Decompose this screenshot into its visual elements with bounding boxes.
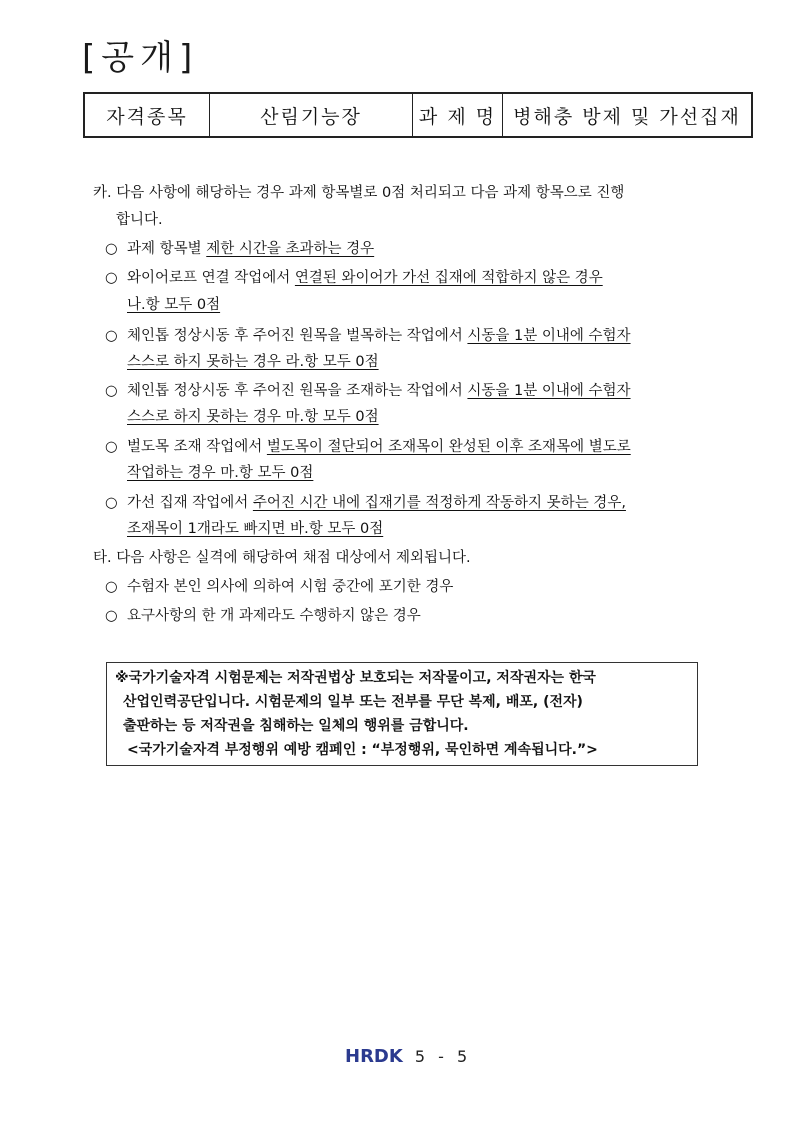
qualification-value: 산림기능장 xyxy=(210,94,413,136)
item-underlined-text: 연결된 와이어가 가선 집재에 적합하지 않은 경우 xyxy=(294,270,603,286)
qualification-label: 자격종목 xyxy=(85,94,210,136)
public-label: [공개] xyxy=(82,38,199,78)
item-text: 수험자 본인 의사에 의하여 시험 중간에 포기한 경우 xyxy=(127,579,454,595)
circle-bullet-icon: ○ xyxy=(105,383,118,399)
task-name-value: 병해충 방제 및 가선집재 xyxy=(513,105,741,128)
section-ta-heading: 타. 다음 사항은 실격에 해당하여 채점 대상에서 제외됩니다. xyxy=(93,550,471,566)
task-name-label: 과 제 명 xyxy=(413,94,503,136)
section-ka-heading: 카. 다음 사항에 해당하는 경우 과제 항목별로 0점 처리되고 다음 과제 항목으로 진행 xyxy=(93,185,625,201)
list-item xyxy=(105,239,374,259)
list-item xyxy=(105,577,453,597)
item-text: 벌도목 조재 작업에서 xyxy=(127,439,267,455)
circle-bullet-icon: ○ xyxy=(105,328,118,344)
item-text: 가선 집재 작업에서 xyxy=(127,495,253,511)
list-item xyxy=(105,381,631,401)
item-text: 요구사항의 한 개 과제라도 수행하지 않은 경우 xyxy=(127,608,421,624)
item-continuation: 작업하는 경우 마.항 모두 0점 xyxy=(127,465,314,481)
item-text: 와이어로프 연결 작업에서 xyxy=(127,270,295,286)
circle-bullet-icon: ○ xyxy=(105,270,118,286)
item-continuation: 조재목이 1개라도 빠지면 바.항 모두 0점 xyxy=(127,521,384,537)
item-text: 체인톱 정상시동 후 주어진 원목을 벌목하는 작업에서 xyxy=(127,328,468,344)
list-item xyxy=(105,437,631,457)
item-continuation: 스스로 하지 못하는 경우 라.항 모두 0점 xyxy=(127,354,379,370)
item-continuation: 나.항 모두 0점 xyxy=(127,297,221,313)
circle-bullet-icon: ○ xyxy=(105,608,118,624)
item-continuation: 스스로 하지 못하는 경우 마.항 모두 0점 xyxy=(127,409,379,425)
notice-line-2: 산업인력공단입니다. 시험문제의 일부 또는 전부를 무단 복제, 배포, (전자) xyxy=(123,694,583,710)
item-underlined-text: 제한 시간을 초과하는 경우 xyxy=(206,241,375,257)
item-underlined-text: 주어진 시간 내에 집재기를 적정하게 작동하지 못하는 경우, xyxy=(252,495,626,511)
item-text: 체인톱 정상시동 후 주어진 원목을 조재하는 작업에서 xyxy=(127,383,468,399)
circle-bullet-icon: ○ xyxy=(105,439,118,455)
item-underlined-text: 시동을 1분 이내에 수험자 xyxy=(467,328,631,344)
notice-line-1: ※국가기술자격 시험문제는 저작권법상 보호되는 저작물이고, 저작권자는 한국 xyxy=(115,670,596,686)
list-item xyxy=(105,606,421,626)
item-underlined-text: 시동을 1분 이내에 수험자 xyxy=(467,383,631,399)
page-number: 5 - 5 xyxy=(414,1047,472,1066)
circle-bullet-icon: ○ xyxy=(105,495,118,511)
notice-line-4: <국가기술자격 부정행위 예방 캠페인 : “부정행위, 묵인하면 계속됩니다.”> xyxy=(127,742,598,758)
circle-bullet-icon: ○ xyxy=(105,579,118,595)
list-item xyxy=(105,493,626,513)
page-footer xyxy=(345,1046,471,1067)
item-underlined-text: 벌도목이 절단되어 조재목이 완성된 이후 조재목에 별도로 xyxy=(266,439,631,455)
exam-info-table xyxy=(83,92,753,138)
notice-line-3: 출판하는 등 저작권을 침해하는 일체의 행위를 금합니다. xyxy=(123,718,469,734)
circle-bullet-icon: ○ xyxy=(105,241,118,257)
list-item xyxy=(105,326,631,346)
item-text: 과제 항목별 xyxy=(127,241,207,257)
section-ka-heading-cont: 합니다. xyxy=(116,212,163,228)
copyright-notice-box xyxy=(106,662,698,766)
list-item xyxy=(105,268,603,288)
hrdk-logo: HRDK xyxy=(345,1046,403,1067)
